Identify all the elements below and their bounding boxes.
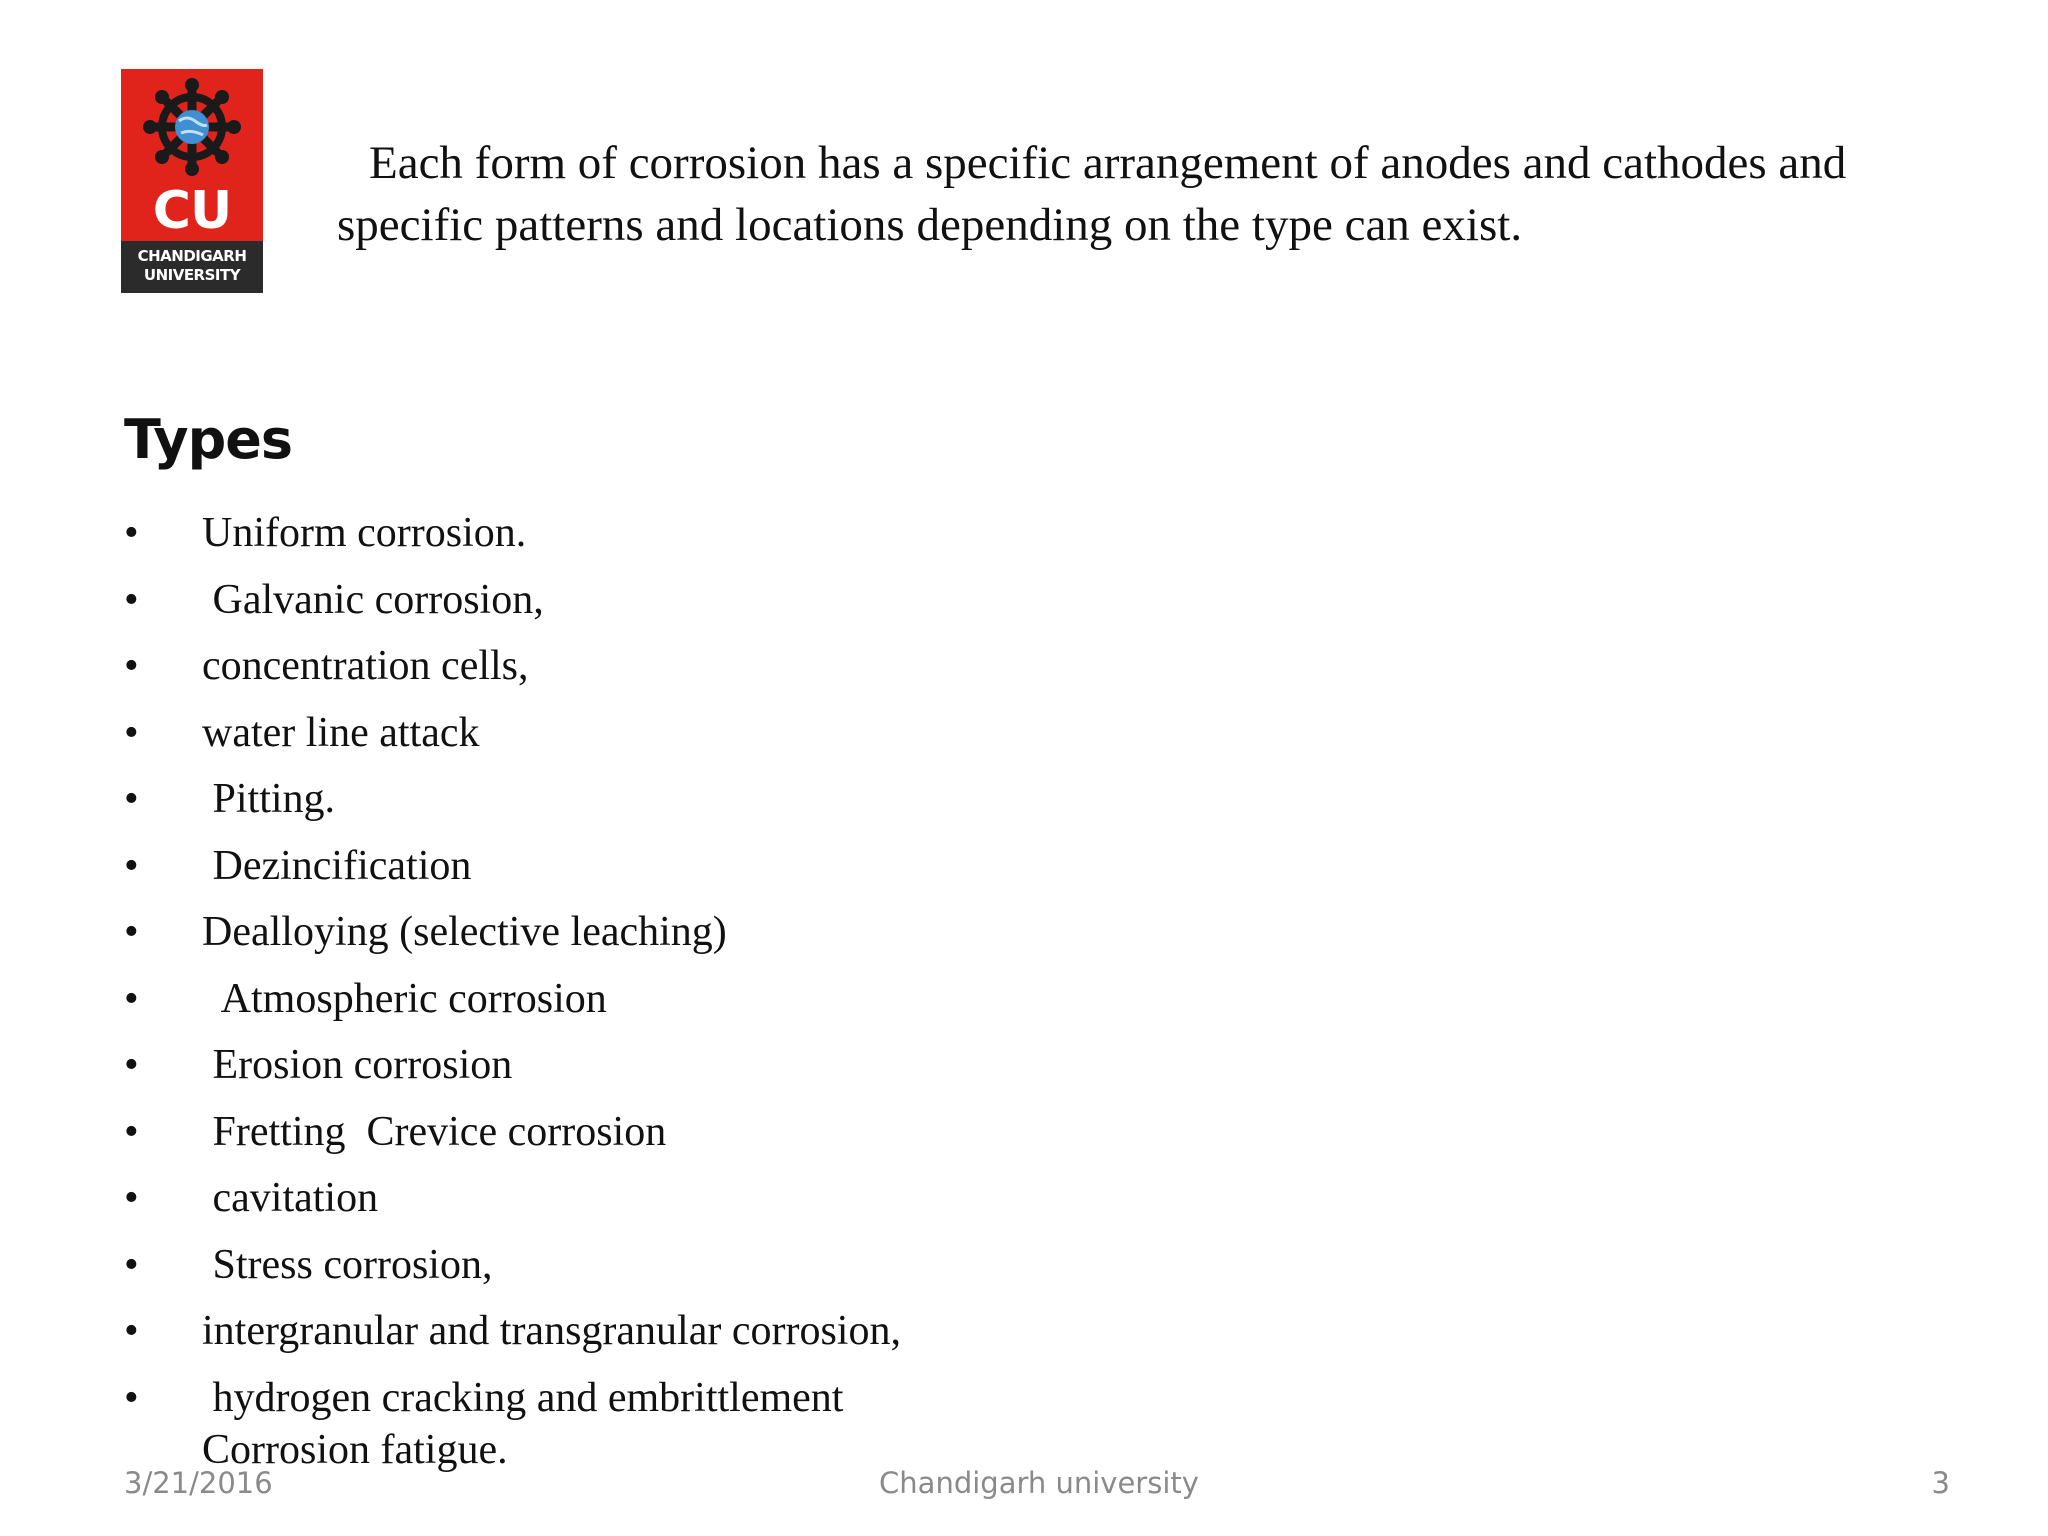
globe-people-emblem-icon [121,69,263,181]
chandigarh-university-logo [121,69,263,293]
list-item-label: Atmospheric corrosion [202,975,607,1022]
logo-cu-mark: CU [152,181,232,241]
bullet-icon: • [124,975,139,1022]
bullet-icon: • [124,709,139,756]
list-item-label: cavitation [202,1175,379,1221]
bullet-icon: • [124,643,139,689]
list-item-label: Galvanic corrosion, [202,576,544,623]
list-item-label: Uniform corrosion. [202,510,527,556]
types-heading: Types [124,408,293,471]
intro-paragraph: Each form of corrosion has a specific arrangement of anodes and cathodes and specific patterns and locations depending on the type can exist. [337,137,1847,251]
list-item-label: Dealloying (selective leaching) [202,909,727,955]
page-number: 3 [1931,1466,1950,1500]
bullet-icon: • [124,576,139,623]
bullet-icon: • [124,1175,139,1221]
bullet-icon: • [124,1241,139,1288]
footer-title: Chandigarh university [879,1466,1199,1500]
logo-name-band [121,241,263,293]
types-tail-line: Corrosion fatigue. [202,1427,508,1473]
bullet-icon: • [124,1308,139,1354]
footer-date: 3/21/2016 [124,1466,273,1500]
list-item-label: Stress corrosion, [202,1241,493,1288]
logo-line-1: CHANDIGARH [137,247,247,265]
bullet-icon: • [124,909,139,955]
list-item-label: Fretting Crevice corrosion [202,1108,667,1155]
list-item-label: Dezincification [202,842,472,889]
list-item-label: intergranular and transgranular corrosion, [202,1308,901,1354]
list-item-label: Pitting. [202,776,336,822]
list-item-label: hydrogen cracking and embrittlement [202,1374,844,1421]
list-item-label: Erosion corrosion [202,1042,513,1088]
bullet-icon: • [124,1108,139,1155]
bullet-icon: • [124,1374,139,1421]
bullet-icon: • [124,776,139,822]
bullet-icon: • [124,842,139,889]
logo-line-2: UNIVERSITY [143,266,241,284]
bullet-icon: • [124,510,139,556]
bullet-icon: • [124,1042,139,1088]
list-item-label: concentration cells, [202,643,529,689]
list-item-label: water line attack [202,709,480,756]
